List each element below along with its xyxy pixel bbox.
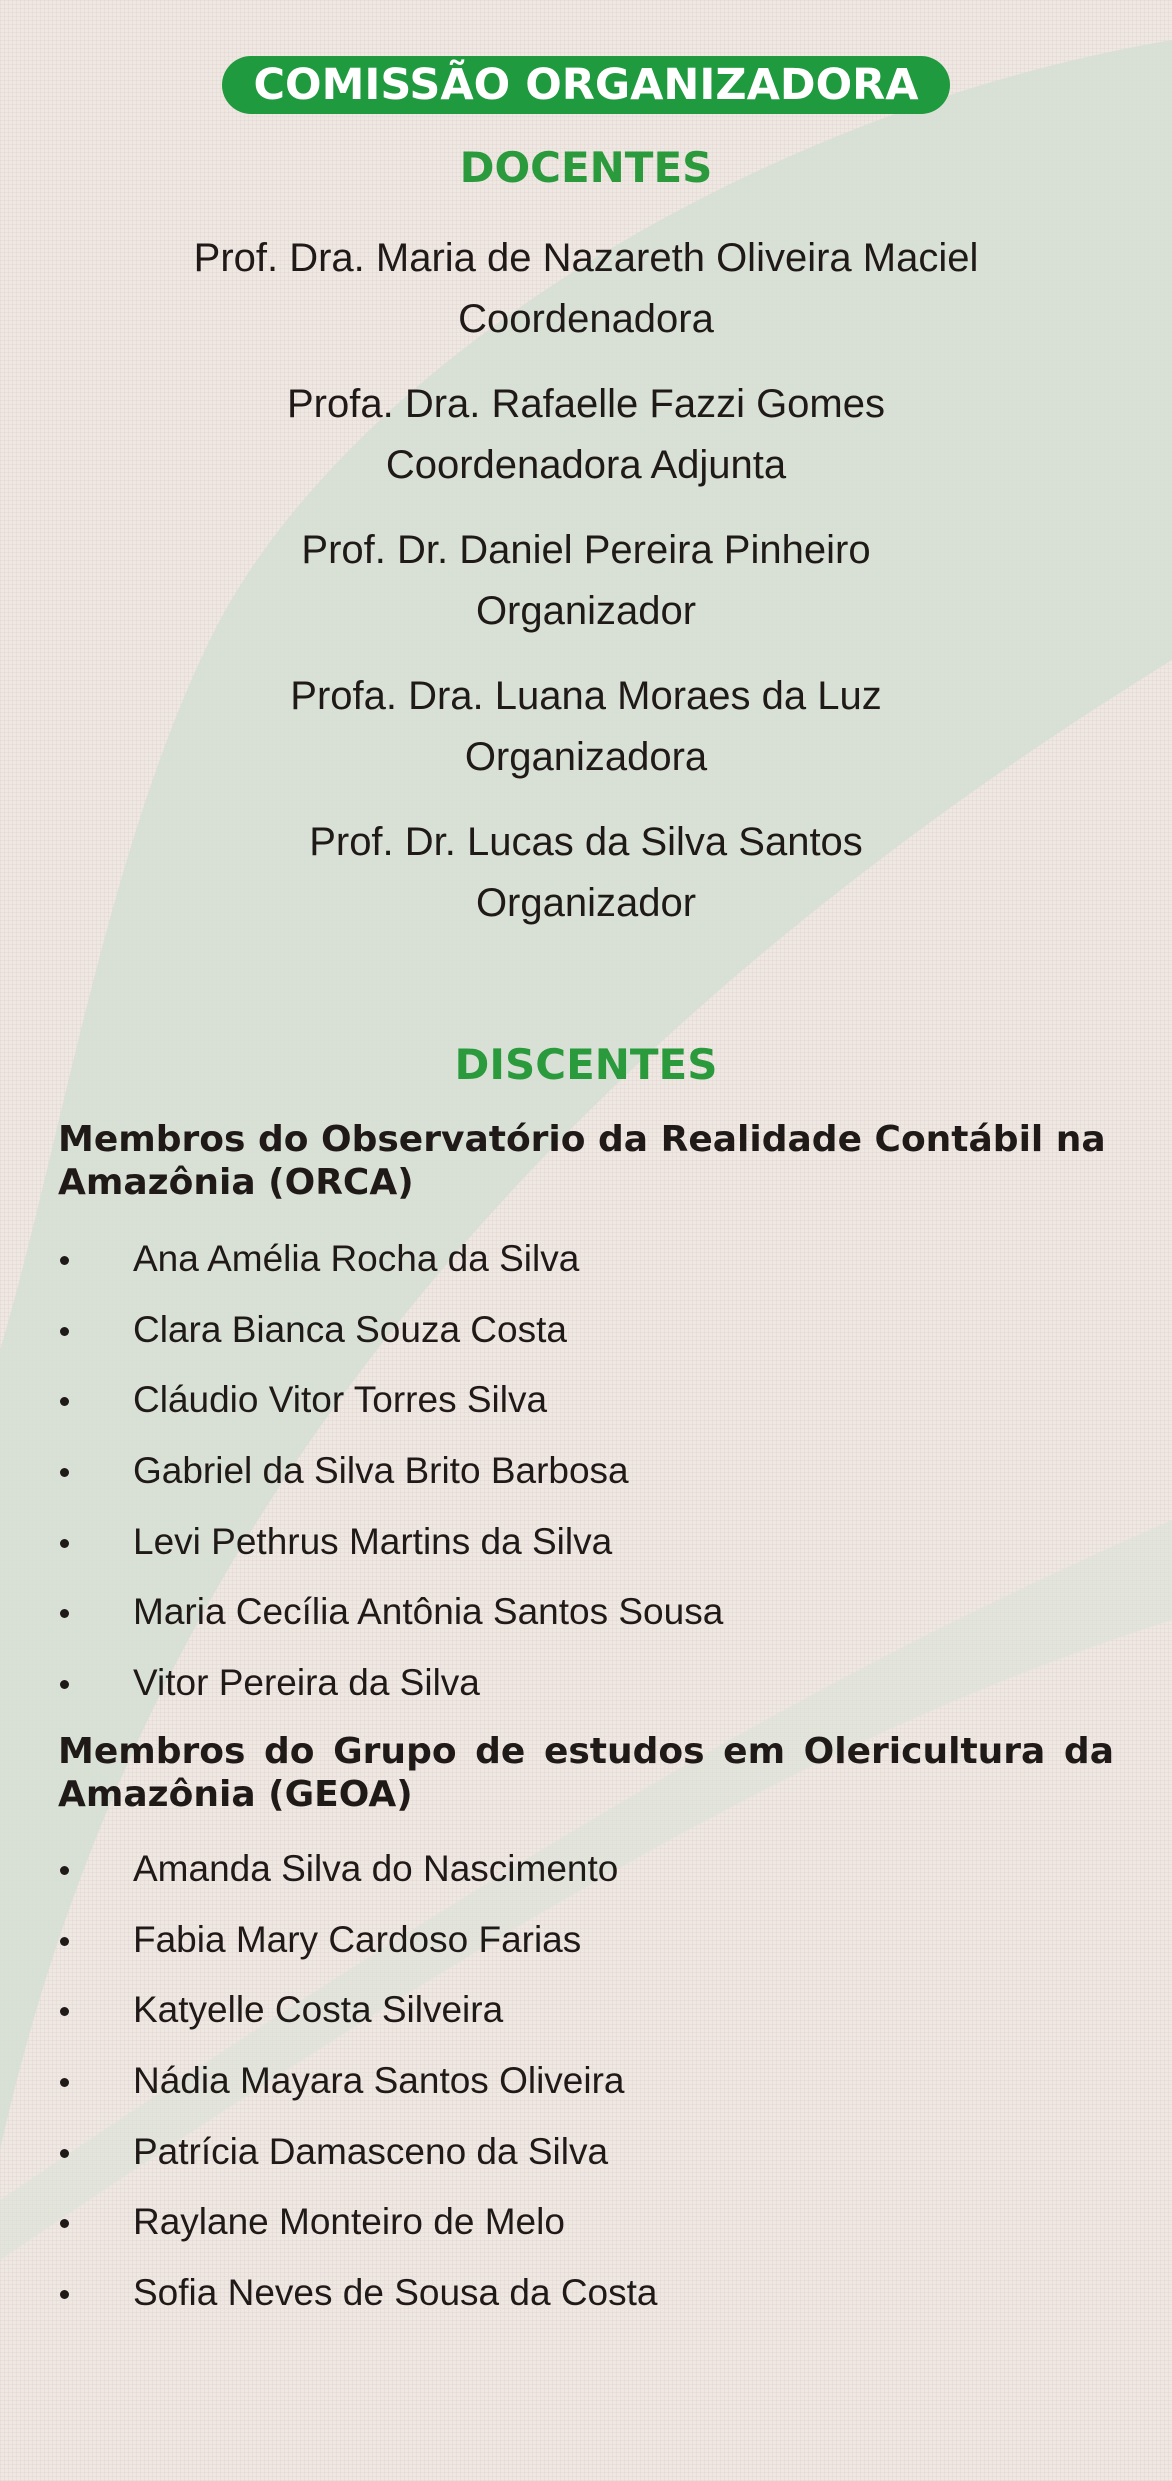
- discentes-heading: DISCENTES: [454, 1040, 718, 1089]
- bullet-icon: [60, 1468, 69, 1477]
- bullet-icon: [60, 1609, 69, 1618]
- list-item: Cláudio Vitor Torres Silva: [0, 1365, 1172, 1436]
- list-item: Ana Amélia Rocha da Silva: [0, 1224, 1172, 1295]
- orca-member-list: [0, 1224, 1172, 1719]
- docente-role: Coordenadora: [458, 297, 714, 341]
- bullet-icon: [60, 1866, 69, 1875]
- docentes-list: [0, 228, 1172, 958]
- bullet-icon: [60, 1539, 69, 1548]
- docente-role: Coordenadora Adjunta: [385, 443, 787, 487]
- docente-name: Prof. Dr. Daniel Pereira Pinheiro: [301, 528, 871, 572]
- bullet-icon: [60, 1937, 69, 1946]
- docente-entry: [0, 520, 1172, 666]
- docente-entry: [0, 812, 1172, 958]
- docente-role: Organizador: [475, 589, 697, 633]
- docente-name: Prof. Dra. Maria de Nazareth Oliveira Maciel: [193, 236, 979, 280]
- docente-name: Profa. Dra. Rafaelle Fazzi Gomes: [287, 382, 885, 426]
- list-item: Katyelle Costa Silveira: [0, 1975, 1172, 2046]
- list-item: Amanda Silva do Nascimento: [0, 1834, 1172, 1905]
- docente-role: Organizadora: [464, 735, 708, 779]
- bullet-icon: [60, 2078, 69, 2087]
- page-title: COMISSÃO ORGANIZADORA: [253, 60, 919, 110]
- group-title-geoa: Membros do Grupo de estudos em Olericultura da Amazônia (GEOA): [58, 1731, 1114, 1815]
- bullet-icon: [60, 1680, 69, 1689]
- list-item: Gabriel da Silva Brito Barbosa: [0, 1436, 1172, 1507]
- list-item: Clara Bianca Souza Costa: [0, 1295, 1172, 1366]
- docente-entry: [0, 228, 1172, 374]
- list-item: Raylane Monteiro de Melo: [0, 2187, 1172, 2258]
- docente-name: Profa. Dra. Luana Moraes da Luz: [290, 674, 882, 718]
- bullet-icon: [60, 2290, 69, 2299]
- list-item: Sofia Neves de Sousa da Costa: [0, 2258, 1172, 2329]
- docentes-heading: DOCENTES: [459, 143, 713, 192]
- list-item: Fabia Mary Cardoso Farias: [0, 1905, 1172, 1976]
- docente-entry: [0, 374, 1172, 520]
- geoa-member-list: [0, 1834, 1172, 2329]
- bullet-icon: [60, 1327, 69, 1336]
- bullet-icon: [60, 2219, 69, 2228]
- list-item: Nádia Mayara Santos Oliveira: [0, 2046, 1172, 2117]
- group-title-orca: Membros do Observatório da Realidade Contábil na Amazônia (ORCA): [58, 1119, 1106, 1203]
- bullet-icon: [60, 2149, 69, 2158]
- bullet-icon: [60, 2007, 69, 2016]
- docente-role: Organizador: [475, 881, 697, 925]
- header-banner: [222, 56, 950, 114]
- docente-name: Prof. Dr. Lucas da Silva Santos: [309, 820, 863, 864]
- docente-entry: [0, 666, 1172, 812]
- list-item: Vitor Pereira da Silva: [0, 1648, 1172, 1719]
- list-item: Maria Cecília Antônia Santos Sousa: [0, 1577, 1172, 1648]
- list-item: Patrícia Damasceno da Silva: [0, 2117, 1172, 2188]
- bullet-icon: [60, 1397, 69, 1406]
- bullet-icon: [60, 1256, 69, 1265]
- list-item: Levi Pethrus Martins da Silva: [0, 1507, 1172, 1578]
